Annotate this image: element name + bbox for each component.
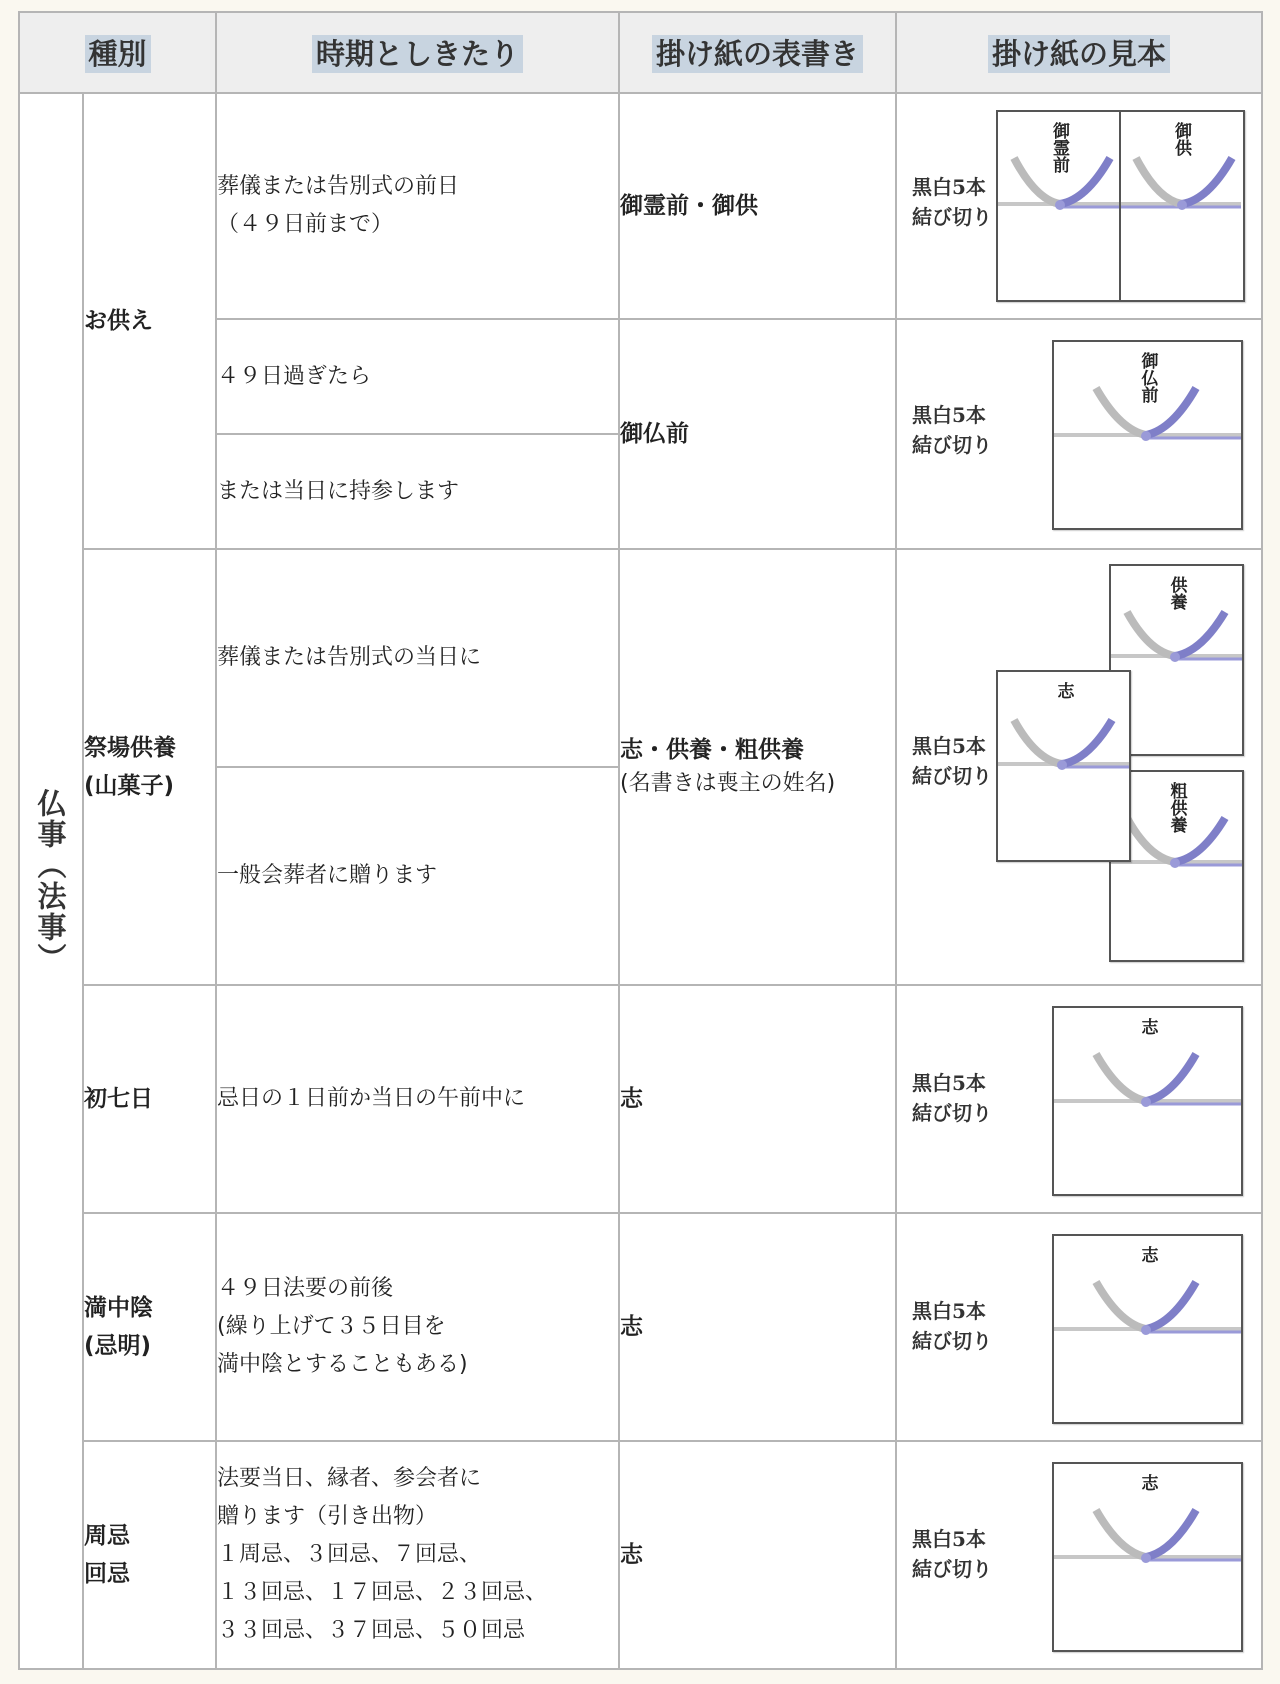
timing-cell: 法要当日、縁者、参会者に 贈ります（引き出物） １周忌、３回忌、７回忌、 １３回忌、１７回忌、２３回忌、 ３３回忌、３７回忌、５０回忌 [216,1441,619,1669]
timing-cell: または当日に持参します [216,434,619,549]
mizuhiki-icon [1054,1008,1241,1194]
category-saijo-kuyo: 祭場供養 (山菓子) [83,549,216,985]
sample-cell [896,1441,1262,1669]
front-cell: 志 [619,985,896,1213]
mizuhiki-icon [1054,1464,1241,1650]
card-text: 供養 [1166,576,1187,610]
category-osonae: お供え [83,93,216,549]
table-row [19,1213,1262,1441]
header-type: 種別 [19,12,216,93]
card-text: 志 [1137,1018,1158,1035]
mizuhiki-icon [1054,1236,1241,1422]
mizuhiki-icon [998,672,1129,860]
timing-cell: 一般会葬者に贈ります [216,767,619,985]
category-manchuin: 満中陰 (忌明) [83,1213,216,1441]
sample-cell [896,93,1262,319]
card-text: 粗供養 [1166,782,1187,833]
table-row [19,549,1262,767]
noshi-card-sample [1052,1234,1243,1424]
timing-cell: ４９日過ぎたら [216,319,619,434]
noshi-card-sample [1052,1006,1243,1196]
card-text: 志 [1053,682,1074,699]
sample-cell [896,319,1262,549]
card-text: 御霊前 [1049,122,1070,173]
tie-label: 黒白5本 結び切り [912,1527,993,1581]
card-text: 志 [1137,1474,1158,1491]
noshi-card-sample [1052,340,1243,530]
timing-cell: 葬儀または告別式の当日に [216,549,619,767]
card-text: 志 [1137,1246,1158,1263]
sample-cell [896,1213,1262,1441]
timing-cell: ４９日法要の前後 (繰り上げて３５日目を 満中陰とすることもある) [216,1213,619,1441]
table-row [19,93,1262,319]
noshi-card-sample [996,110,1245,302]
header-row [19,12,1262,93]
timing-cell: 忌日の１日前か当日の午前中に [216,985,619,1213]
table-row [19,1441,1262,1669]
group-label: 仏事（法事） [33,788,68,974]
noshi-guide-table [18,11,1263,1670]
category-shonanoka: 初七日 [83,985,216,1213]
tie-label: 黒白5本 結び切り [912,1071,993,1125]
table-row [19,985,1262,1213]
header-timing: 時期としきたり [216,12,619,93]
card-text: 御供 [1171,122,1192,156]
category-shuki-kaiki: 周忌 回忌 [83,1441,216,1669]
group-label-cell [19,93,83,1669]
noshi-card-sample [1052,1462,1243,1652]
card-text: 御仏前 [1137,352,1158,403]
sample-cell [896,985,1262,1213]
tie-label: 黒白5本 結び切り [912,1299,993,1353]
tie-label: 黒白5本 結び切り [912,403,993,457]
mizuhiki-icon [998,112,1243,300]
noshi-card-sample [996,670,1131,862]
front-cell: 御仏前 [619,319,896,549]
header-front: 掛け紙の表書き [619,12,896,93]
header-sample: 掛け紙の見本 [896,12,1262,93]
front-cell: 志 [619,1441,896,1669]
front-cell: 志 [619,1213,896,1441]
sample-cell [896,549,1262,985]
tie-label: 黒白5本 結び切り [912,175,993,229]
timing-cell: 葬儀または告別式の前日 （４９日前まで） [216,93,619,319]
front-cell: 御霊前・御供 [619,93,896,319]
tie-label: 黒白5本 結び切り [912,734,993,788]
front-cell: 志・供養・粗供養 (名書きは喪主の姓名) [619,549,896,985]
